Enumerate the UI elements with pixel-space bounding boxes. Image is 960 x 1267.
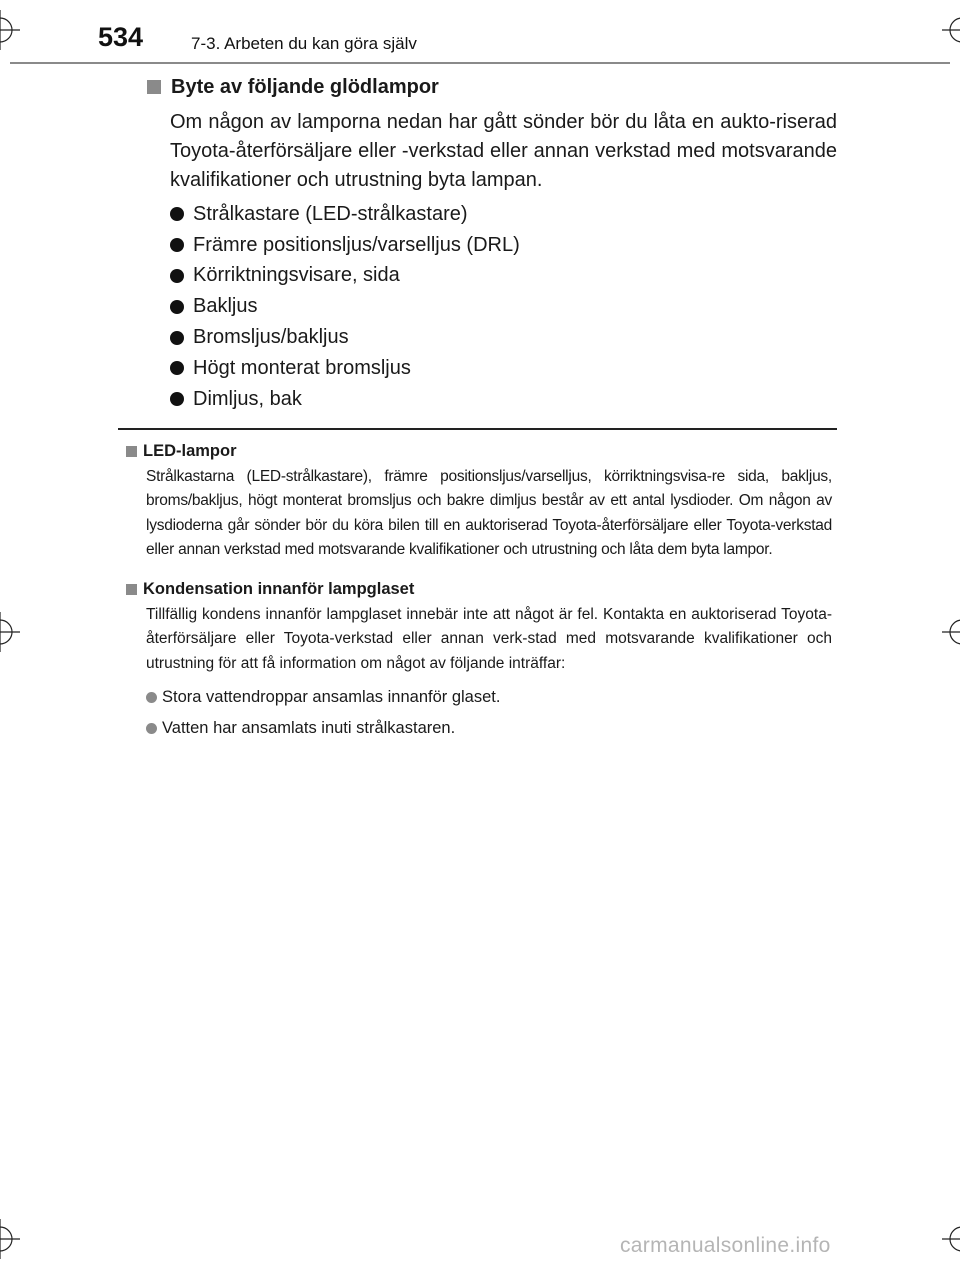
crop-mark-bottom-left-icon: [0, 1219, 20, 1259]
list-item-text: Körriktningsvisare, sida: [193, 264, 400, 287]
crop-mark-mid-right-icon: [942, 612, 960, 652]
list-item-text: Högt monterat bromsljus: [193, 356, 411, 379]
list-item-text: Bromsljus/bakljus: [193, 326, 349, 349]
main-heading: [147, 72, 837, 102]
round-bullet-icon: [170, 300, 184, 314]
section-title: 7-3. Arbeten du kan göra själv: [191, 34, 417, 53]
round-bullet-icon: [170, 207, 184, 221]
note-heading-text: LED-lampor: [143, 441, 237, 460]
round-bullet-icon: [170, 269, 184, 283]
round-bullet-icon: [170, 331, 184, 345]
round-bullet-icon: [146, 723, 157, 734]
section-divider: [118, 428, 837, 430]
list-item: [170, 384, 837, 415]
list-item: [170, 199, 837, 230]
list-item-text: Strålkastare (LED-strålkastare): [193, 202, 468, 225]
list-item: [170, 353, 837, 384]
list-item: [170, 291, 837, 322]
round-bullet-icon: [170, 361, 184, 375]
page-header: [0, 0, 960, 66]
list-item: [170, 230, 837, 261]
square-bullet-icon: [126, 446, 137, 457]
main-paragraph: Om någon av lamporna nedan har gått sönder bör du låta en aukto-riserad Toyota-återförsäljare eller -verkstad eller annan verkstad med motsvarande kvalifikationer och utrustning byta lampan.: [170, 111, 837, 191]
crop-mark-bottom-right-icon: [942, 1219, 960, 1259]
list-item-text: Främre positionsljus/varselljus (DRL): [193, 233, 520, 256]
square-bullet-icon: [147, 80, 161, 94]
condensation-list: [146, 682, 832, 744]
square-bullet-icon: [126, 584, 137, 595]
note-heading-led: [126, 440, 832, 462]
list-item: [146, 713, 832, 744]
notes-section: [126, 440, 832, 744]
bulb-list: [170, 199, 837, 415]
list-item: [146, 682, 832, 713]
note-heading-condensation: [126, 578, 832, 600]
round-bullet-icon: [170, 392, 184, 406]
round-bullet-icon: [146, 692, 157, 703]
note-paragraph-led: Strålkastarna (LED-strålkastare), främre positionsljus/varselljus, körriktningsvisa-re sida, bakljus, broms/bakljus, högt monterat bromsljus och bakre dimljus består av ett antal lysdioder. Om någon av lysdioderna går sönder bör du köra bilen till en auktoriserad Toyota-återförsäljare eller Toyota-verkstad eller annan verkstad med motsvarande kvalifikationer och utrustning och låta dem byta lampor.: [146, 468, 832, 558]
round-bullet-icon: [170, 238, 184, 252]
list-item-text: Dimljus, bak: [193, 387, 302, 410]
list-item: [170, 322, 837, 353]
crop-mark-mid-left-icon: [0, 612, 20, 652]
list-item-text: Bakljus: [193, 295, 258, 318]
note-heading-text: Kondensation innanför lampglaset: [143, 579, 415, 598]
main-section: [147, 72, 837, 415]
note-paragraph-condensation: Tillfällig kondens innanför lampglaset innebär inte att något är fel. Kontakta en auktoriserad Toyota-återförsäljare eller Toyota-verkstad eller annan verk-stad med motsvarande kvalifikationer och utrustning för att få information om något av följande inträffar:: [146, 606, 832, 672]
page-number: 534: [98, 22, 144, 52]
watermark: carmanualsonline.info: [620, 1234, 831, 1257]
list-item-text: Vatten har ansamlats inuti strålkastaren.: [162, 719, 456, 738]
list-item: [170, 261, 837, 292]
list-item-text: Stora vattendroppar ansamlas innanför glaset.: [162, 688, 501, 707]
header-rule: [10, 62, 950, 64]
main-heading-text: Byte av följande glödlampor: [171, 75, 439, 98]
